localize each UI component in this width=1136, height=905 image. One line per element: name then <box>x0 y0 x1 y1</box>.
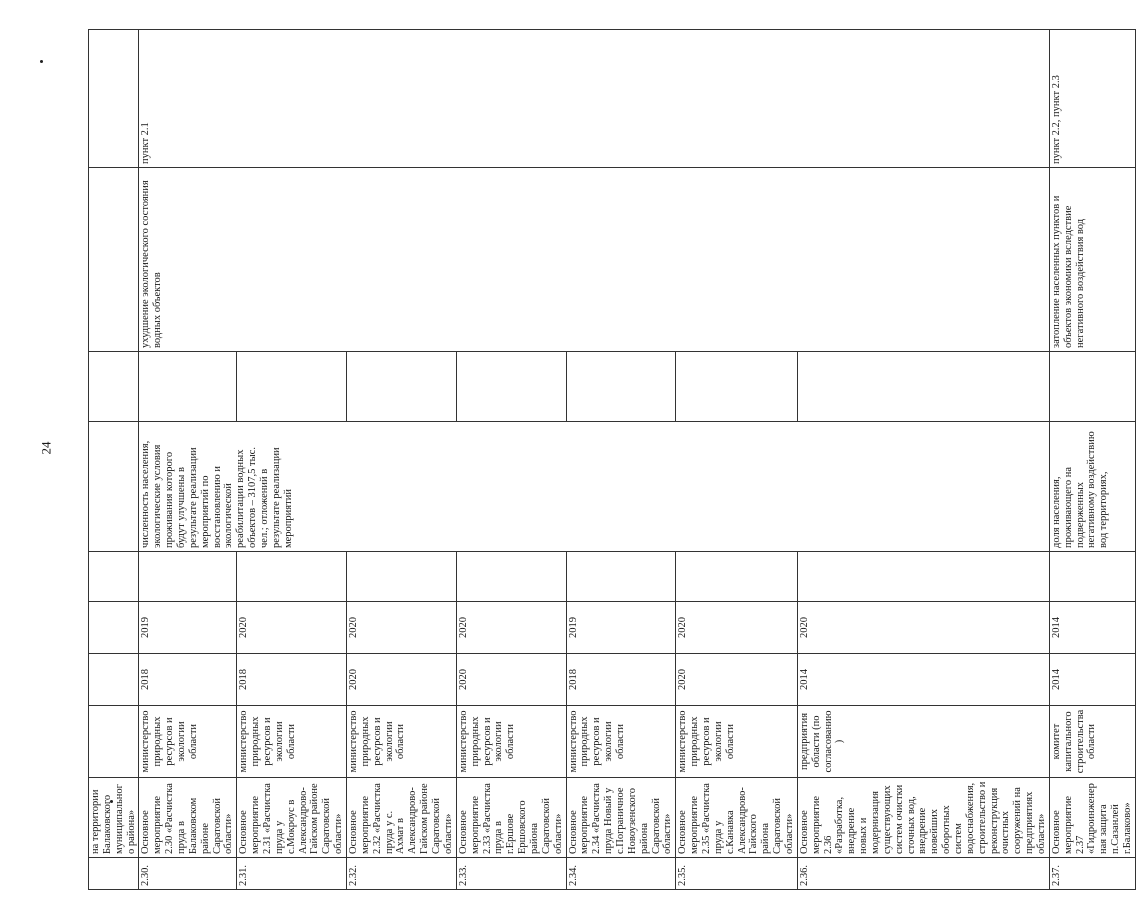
end-year: 2020 <box>456 602 566 654</box>
event-name: Основное мероприятие 2.36 «Разработка, внедрение новых и модернизация существующих систем очистки сточных вод, внедрение новейших оборотных систем водоснабжения, строительство и реконструкция очистных сооружений на предприятиях области» <box>797 778 1049 858</box>
row-number: 2.36. <box>797 858 1049 890</box>
event-name: Основное мероприятие 2.33 «Расчистка пруда в г.Ершове Ершовского района Саратовской области» <box>456 778 566 858</box>
empty-cell <box>237 552 347 602</box>
empty-cell <box>1049 552 1135 602</box>
table-row <box>89 30 139 890</box>
program-table <box>88 29 1136 890</box>
end-year: 2014 <box>1049 602 1135 654</box>
empty-cell <box>89 552 139 602</box>
row-number: 2.33. <box>456 858 566 890</box>
row-number: 2.37. <box>1049 858 1135 890</box>
row-number: 2.34. <box>566 858 676 890</box>
event-name: на территории Балаковского муниципального района» <box>89 778 139 858</box>
expected-result: численность населения, экологические условия проживания которого будут улучшены в результате реализации мероприятий по восстановлению и экологической реабилитации водных объектов – 3107,5 тыс. чел.; отложений в результате реализации мероприятий <box>139 422 1049 552</box>
start-year <box>89 654 139 706</box>
event-name: Основное мероприятие 2.37 «Гидроинженерная защита п.Сазанлей г.Балаково» <box>1049 778 1135 858</box>
executor: министерство природных ресурсов и экологии области <box>676 706 798 778</box>
start-year: 2020 <box>347 654 457 706</box>
expected-result: доля населения, проживающего на подверженных негативному воздействию вод территориях, <box>1049 422 1135 552</box>
event-name: Основное мероприятие 2.31 «Расчистка пруда у с.Мокроус в Александрово-Гайском районе Саратовской области» <box>237 778 347 858</box>
start-year: 2018 <box>237 654 347 706</box>
rotated-table-sheet <box>88 30 1134 890</box>
scan-speck <box>40 60 43 63</box>
empty-cell <box>237 352 347 422</box>
event-name: Основное мероприятие 2.35 «Расчистка пруда у с.Канавка Александрово-Гайского района Саратовской области» <box>676 778 798 858</box>
end-year: 2020 <box>237 602 347 654</box>
end-year: 2019 <box>566 602 676 654</box>
row-number <box>89 858 139 890</box>
executor: министерство природных ресурсов и экологии области <box>456 706 566 778</box>
end-year: 2020 <box>797 602 1049 654</box>
row-number: 2.31. <box>237 858 347 890</box>
end-year: 2020 <box>347 602 457 654</box>
event-name: Основное мероприятие 2.32 «Расчистка пруда у с. Ахмат в Александрово-Гайском районе Саратовской области» <box>347 778 457 858</box>
empty-cell <box>566 352 676 422</box>
empty-cell <box>676 552 798 602</box>
consequence: ухудшение экологического состояния водных объектов <box>139 168 1049 352</box>
empty-cell <box>456 552 566 602</box>
end-year: 2020 <box>676 602 798 654</box>
expected-result <box>89 422 139 552</box>
table-row <box>1049 30 1135 890</box>
event-name: Основное мероприятие 2.30 «Расчистка пруда в Балаковском районе Саратовской области» <box>139 778 237 858</box>
executor <box>89 706 139 778</box>
empty-cell <box>797 352 1049 422</box>
start-year: 2018 <box>139 654 237 706</box>
start-year: 2014 <box>1049 654 1135 706</box>
empty-cell <box>1049 352 1135 422</box>
table-row <box>139 30 237 890</box>
end-year <box>89 602 139 654</box>
row-number: 2.32. <box>347 858 457 890</box>
executor: комитет капитального строительства области <box>1049 706 1135 778</box>
page-number: 24 <box>38 441 54 455</box>
event-name: Основное мероприятие 2.34 «Расчистка пруда Новый у с.Пограничное Новоузенского района Саратовской области» <box>566 778 676 858</box>
empty-cell <box>797 552 1049 602</box>
consequence: затопление населенных пунктов и объектов экономики вследствие негативного воздействия вод <box>1049 168 1135 352</box>
row-number: 2.35. <box>676 858 798 890</box>
start-year: 2018 <box>566 654 676 706</box>
empty-cell <box>347 352 457 422</box>
empty-cell <box>456 352 566 422</box>
executor: министерство природных ресурсов и экологии области <box>347 706 457 778</box>
indicator-link <box>89 30 139 168</box>
executor: предприятия области (по согласованию) <box>797 706 1049 778</box>
executor: министерство природных ресурсов и экологии области <box>139 706 237 778</box>
executor: министерство природных ресурсов и экологии области <box>237 706 347 778</box>
start-year: 2020 <box>456 654 566 706</box>
empty-cell <box>676 352 798 422</box>
empty-cell <box>139 552 237 602</box>
empty-cell <box>89 352 139 422</box>
empty-cell <box>566 552 676 602</box>
consequence <box>89 168 139 352</box>
empty-cell <box>347 552 457 602</box>
row-number: 2.30. <box>139 858 237 890</box>
end-year: 2019 <box>139 602 237 654</box>
start-year: 2020 <box>676 654 798 706</box>
indicator-link: пункт 2.1 <box>139 30 1049 168</box>
start-year: 2014 <box>797 654 1049 706</box>
indicator-link: пункт 2.2, пункт 2.3 <box>1049 30 1135 168</box>
executor: министерство природных ресурсов и экологии области <box>566 706 676 778</box>
empty-cell <box>139 352 237 422</box>
